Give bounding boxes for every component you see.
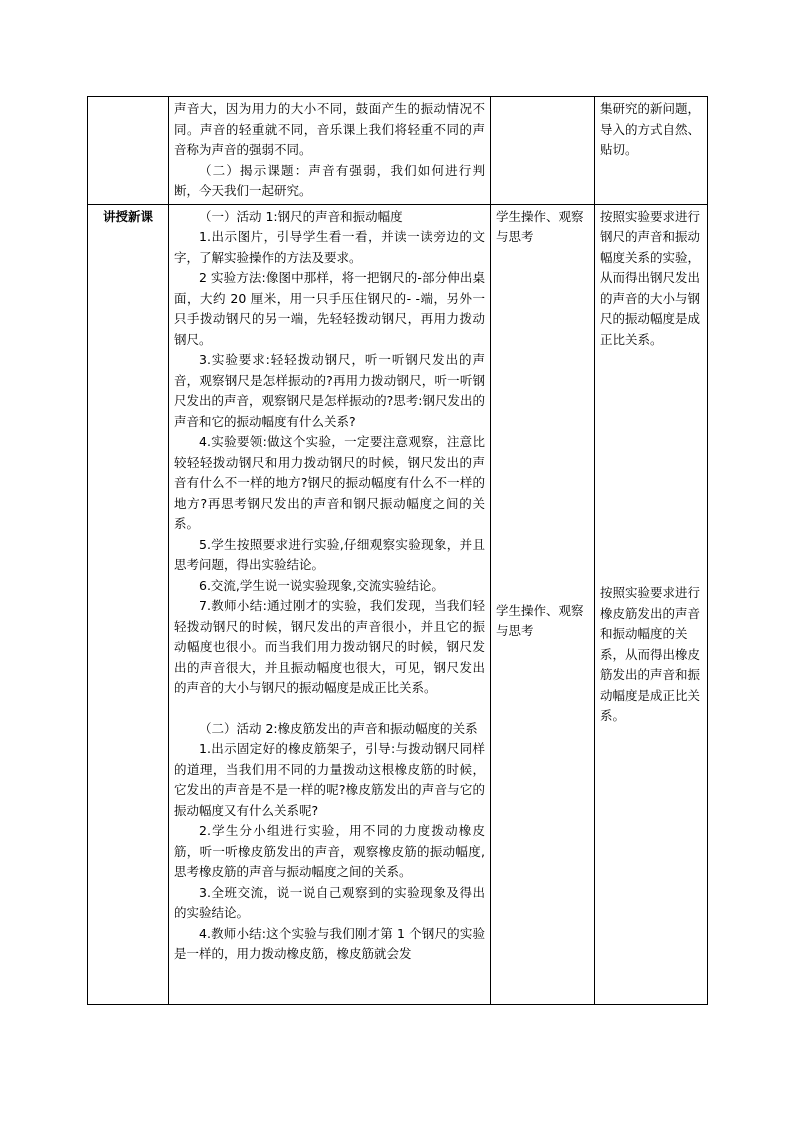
activity1-step-1: 1.出示图片，引导学生看一看，并读一读旁边的文字，了解实验操作的方法及要求。 (174, 229, 485, 265)
paragraph-gap (174, 699, 485, 719)
activity1-step-3: 3.实验要求:轻轻拨动钢尺，听一听钢尺发出的声音，观察钢尺是怎样振动的?再用力拨动钢尺，听一听钢尺发出的声音，观察钢尺是怎样振动的?思考:钢尺发出的声音和它的振动幅度有什么关系? (174, 352, 485, 429)
activity2-step-1: 1.出示固定好的橡皮筋架子，引导:与拨动钢尺同样的道理，当我们用不同的力量拨动这根橡皮筋的时候，它发出的声音是不是一样的呢?橡皮筋发出的声音与它的振动幅度又有什么关系呢? (174, 741, 485, 818)
activity1-step-5: 5.学生按照要求进行实验,仔细观察实验现象，并且思考问题，得出实验结论。 (174, 536, 485, 572)
design-intent-intro: 集研究的新问题，导入的方式自然、贴切。 (600, 101, 701, 157)
activity1-step-6: 6.交流,学生说一说实验现象,交流实验结论。 (199, 577, 444, 593)
activity2-step-2: 2.学生分小组进行实验，用不同的力度拨动橡皮筋，听一听橡皮筋发出的声音，观察橡皮筋的振动幅度,思考橡皮筋的声音与振动幅度之间的关系。 (174, 823, 485, 879)
design-intent-2: 按照实验要求进行橡皮筋发出的声音和振动幅度的关系，从而得出橡皮筋发出的声音和振动幅度是成正比关系。 (600, 585, 701, 723)
design-intent-1: 按照实验要求进行钢尺的声音和振动幅度关系的实验，从而得出钢尺发出的声音的大小与钢尺的振动幅度是成正比关系。 (600, 208, 701, 347)
design-intent-cell-intro (595, 97, 708, 205)
student-activity-cell-intro (491, 97, 595, 205)
teaching-content-cell (169, 204, 491, 1004)
section-label-empty (88, 97, 169, 205)
table-row-intro (88, 97, 708, 205)
student-activity-1: 学生操作、观察与思考 (496, 208, 584, 244)
table-row-new-lesson (88, 204, 708, 1004)
activity2-step-3: 3.全班交流，说一说自己观察到的实验现象及得出的实验结论。 (174, 884, 485, 920)
activity1-step-2: 2 实验方法:像图中那样，将一把钢尺的-部分伸出桌面，大约 20 厘米，用一只手压住钢尺的- -端，另外一只手拨动钢尺的另一端，先轻轻拨动钢尺，再用力拨动钢尺。 (174, 270, 485, 347)
lesson-plan-table (87, 96, 708, 1005)
design-intent-cell (595, 204, 708, 1004)
section-label-new-lesson: 讲授新课 (88, 204, 169, 1004)
activity2-title: （二）活动 2:橡皮筋发出的声音和振动幅度的关系 (199, 720, 478, 736)
intro-paragraph-1: 声音大，因为用力的大小不同，鼓面产生的振动情况不同。声音的轻重就不同，音乐课上我们将轻重不同的声音称为声音的强弱不同。 (174, 101, 485, 157)
intro-content-cell (169, 97, 491, 205)
activity1-step-7: 7.教师小结:通过刚才的实验，我们发现，当我们轻轻拨动钢尺的时候，钢尺发出的声音很小，并且它的振动幅度也很小。而当我们用力拨动钢尺的时候，钢尺发出的声音很大，并且振动幅度也很大，可见，钢尺发出的声音的大小与钢尺的振动幅度是成正比关系。 (174, 598, 485, 695)
activity2-step-4: 4.教师小结:这个实验与我们刚才第 1 个钢尺的实验是一样的，用力拨动橡皮筋，橡皮筋就会发 (174, 925, 485, 961)
student-activity-2: 学生操作、观察与思考 (496, 602, 584, 638)
activity1-title: （一）活动 1:钢尺的声音和振动幅度 (199, 208, 403, 224)
activity1-step-4: 4.实验要领:做这个实验，一定要注意观察，注意比较轻轻拨动钢尺和用力拨动钢尺的时候，钢尺发出的声音有什么不一样的地方?钢尺的振动幅度有什么不一样的地方?再思考钢尺发出的声音和钢尺振动幅度之间的关系。 (174, 434, 485, 531)
student-activity-cell (491, 204, 595, 1004)
intro-paragraph-2: （二）揭示课题：声音有强弱，我们如何进行判断，今天我们一起研究。 (174, 162, 485, 198)
